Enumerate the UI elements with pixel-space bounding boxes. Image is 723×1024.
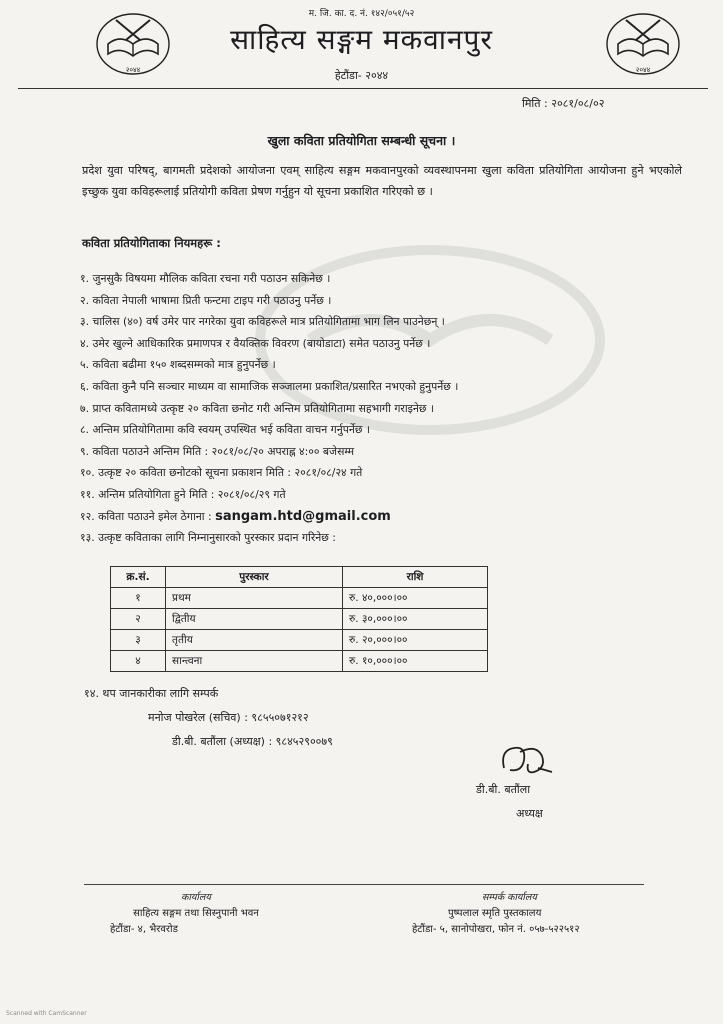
rule-item: ७. प्राप्त कवितामध्ये उत्कृष्ट २० कविता छनोट गरी अन्तिम प्रतियोगितामा सहभागी गराइनेछ । (80, 401, 435, 415)
prize-table (110, 566, 488, 672)
rule-item: ६. कविता कुनै पनि सञ्चार माध्यम वा सामाजिक सञ्जालमा प्रकाशित/प्रसारित नभएको हुनुपर्नेछ । (80, 379, 459, 393)
signatory-name: डी.बी. बतौंला (476, 783, 531, 796)
logo-year: २०४४ (635, 66, 651, 74)
rule-item-email (80, 506, 680, 528)
email-address: sangam.htd@gmail.com (215, 508, 391, 524)
rule-item: १३. उत्कृष्ट कविताका लागि निम्नानुसारको पुरस्कार प्रदान गरिनेछ : (80, 531, 336, 545)
signature-icon (496, 738, 556, 786)
rule-item: १०. उत्कृष्ट २० कविता छनोटको सूचना प्रकाशन मिति : २०८१/०८/२४ गते (80, 466, 363, 480)
column-header-sn: क्र.सं. (111, 567, 166, 588)
cell-sn: ४ (111, 651, 166, 672)
table-row (111, 651, 488, 672)
cell-sn: ३ (111, 630, 166, 651)
rules-list (80, 268, 680, 549)
rule-item: २. कविता नेपाली भाषामा प्रिती फन्टमा टाइप गरी पठाउनु पर्नेछ । (80, 293, 332, 307)
rule-item: ११. अन्तिम प्रतियोगिता हुने मिति : २०८१/०८/२९ गते (80, 487, 286, 501)
signatory-title: अध्यक्ष (516, 807, 543, 820)
cell-prize: तृतीय (166, 630, 343, 651)
registration-number: म. जि. का. द. नं. १४२/०५१/५२ (308, 9, 415, 19)
table-row (111, 609, 488, 630)
cell-prize: द्वितीय (166, 609, 343, 630)
organization-place-year: हेटौंडा- २०४४ (334, 69, 389, 82)
footer-divider (84, 884, 644, 885)
logo-year: २०४४ (125, 66, 141, 74)
cell-prize: प्रथम (166, 588, 343, 609)
cell-amount: रु. ३०,०००।०० (343, 609, 488, 630)
scanner-watermark: Scanned with CamScanner (6, 1010, 87, 1017)
rule-item: ५. कविता बढीमा १५० शब्दसम्मको मात्र हुनुपर्नेछ । (80, 358, 276, 372)
footer-contact-line1: पुष्पलाल स्मृति पुस्तकालय (448, 908, 542, 919)
contact-secretary: मनोज पोखरेल (सचिव) : ९८५५०७१२१२ (148, 711, 309, 724)
table-row (111, 588, 488, 609)
column-header-prize: पुरस्कार (166, 567, 343, 588)
footer-contact-line2: हेटौंडा- ५, सानोपोखरा, फोन नं. ०५७-५२२५१२ (412, 924, 580, 935)
column-header-amount: राशि (343, 567, 488, 588)
rules-heading: कविता प्रतियोगिताका नियमहरू : (82, 236, 221, 250)
footer-office-line1: साहित्य सङ्गम तथा सिस्नुपानी भवन (133, 908, 259, 919)
cell-prize: सान्त्वना (166, 651, 343, 672)
cell-amount: रु. १०,०००।०० (343, 651, 488, 672)
contact-heading: १४. थप जानकारीका लागि सम्पर्क (84, 687, 219, 700)
header-divider (18, 88, 708, 89)
footer-office (96, 890, 296, 938)
table-row (111, 630, 488, 651)
notice-title: खुला कविता प्रतियोगिता सम्बन्धी सूचना । (267, 133, 456, 148)
rule-item: ३. चालिस (४०) वर्ष उमेर पार नगरेका युवा कविहरूले मात्र प्रतियोगितामा भाग लिन पाउनेछन् । (80, 315, 445, 329)
footer-office-line2: हेटौंडा- ४, भैरवरोड (110, 924, 178, 935)
rule-item: ४. उमेर खुल्ने आधिकारिक प्रमाणपत्र र वैयक्तिक विवरण (बायोडाटा) समेत पठाउनु पर्नेछ । (80, 336, 431, 350)
rule-item: १. जुनसुकै विषयमा मौलिक कविता रचना गरी पठाउन सकिनेछ । (80, 272, 331, 285)
rule-item: ८. अन्तिम प्रतियोगितामा कवि स्वयम् उपस्थित भई कविता वाचन गर्नुपर्नेछ । (80, 423, 370, 437)
cell-sn: २ (111, 609, 166, 630)
intro-paragraph: प्रदेश युवा परिषद्, बागमती प्रदेशको आयोजना एवम् साहित्य सङ्गम मकवानपुरको व्यवस्थापनमा खुला कविता प्रतियोगिता आयोजना हुने भएकोले इच्छुक युवा कविहरूलाई प्रतियोगी कविता प्रेषण गर्नुहुन यो सूचना प्रकाशित गरिएको छ । (82, 164, 682, 198)
cell-sn: १ (111, 588, 166, 609)
footer-office-caption: कार्यालय (181, 892, 211, 903)
email-label: १२. कविता पठाउने इमेल ठेगाना : (80, 509, 212, 523)
cell-amount: रु. २०,०००।०० (343, 630, 488, 651)
rule-item: ९. कविता पठाउने अन्तिम मिति : २०८१/०८/२० अपराह्न ४:०० बजेसम्म (80, 444, 355, 458)
footer-contact-caption: सम्पर्क कार्यालय (482, 892, 537, 903)
footer-contact-office (412, 890, 652, 938)
cell-amount: रु. ४०,०००।०० (343, 588, 488, 609)
contact-president: डी.बी. बतौंला (अध्यक्ष) : ९८४५२९००७९ (172, 735, 333, 748)
table-header-row (111, 567, 488, 588)
organization-name: साहित्य सङ्गम मकवानपुर (230, 23, 493, 56)
notice-date: मिति : २०८१/०८/०२ (522, 97, 605, 110)
